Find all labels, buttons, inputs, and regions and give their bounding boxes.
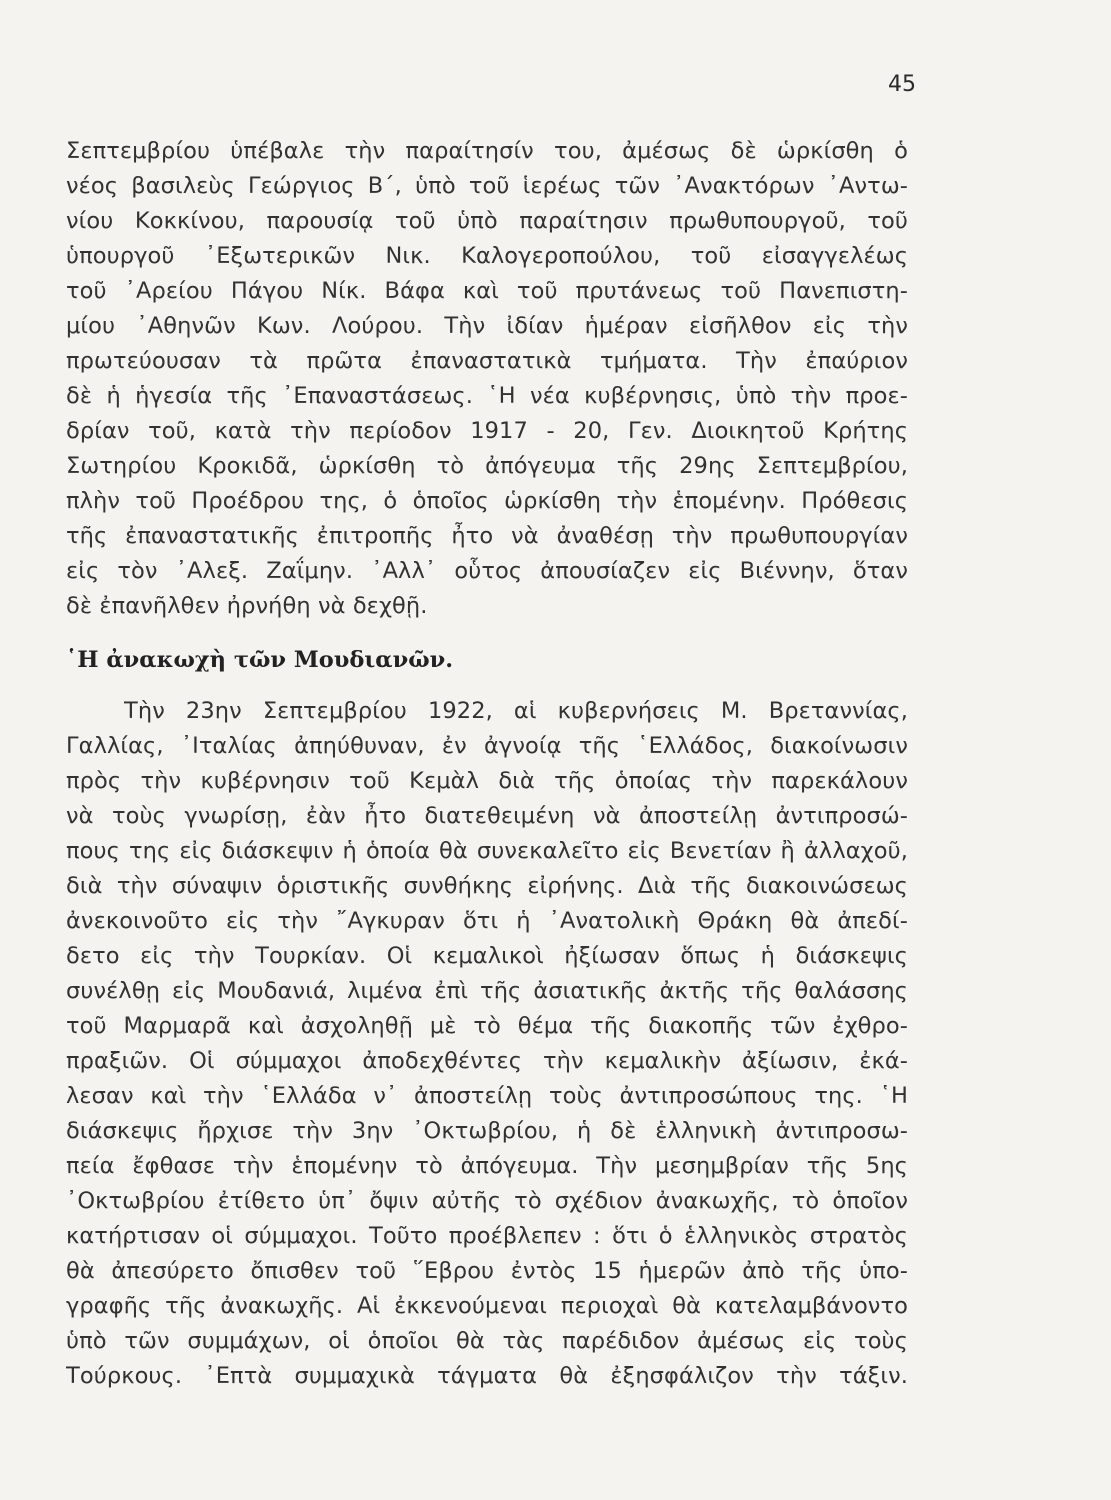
text-line: τοῦ ᾿Αρείου Πάγου Νίκ. Βάφα καὶ τοῦ πρυτάνεως τοῦ Πανεπιστη- (66, 278, 908, 304)
text-line: πρὸς τὴν κυβέρνησιν τοῦ Κεμὰλ διὰ τῆς ὁποίας τὴν παρεκάλουν (66, 768, 908, 794)
text-line: πεία ἔφθασε τὴν ἑπομένην τὸ ἀπόγευμα. Τὴν μεσημβρίαν τῆς 5ης (66, 1153, 908, 1179)
text-line: λεσαν καὶ τὴν ῾Ελλάδα ν᾿ ἀποστείλῃ τοὺς ἀντιπροσώπους της. ῾Η (66, 1083, 908, 1109)
text-line: Τὴν 23ην Σεπτεμβρίου 1922, αἱ κυβερνήσεις Μ. Βρεταννίας, (124, 698, 908, 724)
text-line: τοῦ Μαρμαρᾶ καὶ ἀσχοληθῇ μὲ τὸ θέμα τῆς διακοπῆς τῶν ἐχθρο- (66, 1013, 908, 1039)
text-line: Σεπτεμβρίου ὑπέβαλε τὴν παραίτησίν του, ἀμέσως δὲ ὡρκίσθη ὁ (66, 138, 908, 164)
text-line: πλὴν τοῦ Προέδρου της, ὁ ὁποῖος ὡρκίσθη τὴν ἑπομένην. Πρόθεσις (66, 488, 908, 514)
text-line: πους της εἰς διάσκεψιν ἡ ὁποία θὰ συνεκαλεῖτο εἰς Βενετίαν ἢ ἀλλαχοῦ, (66, 838, 908, 864)
text-line: δὲ ἐπανῆλθεν ἠρνήθη νὰ δεχθῇ. (66, 593, 428, 619)
text-line: νὰ τοὺς γνωρίσῃ, ἐὰν ἦτο διατεθειμένη νὰ ἀποστείλῃ ἀντιπροσώ- (66, 803, 908, 829)
text-line: διάσκεψις ἤρχισε τὴν 3ην ᾿Οκτωβρίου, ἡ δὲ ἑλληνικὴ ἀντιπροσω- (66, 1118, 908, 1144)
text-line: δὲ ἡ ἡγεσία τῆς ᾿Επαναστάσεως. ῾Η νέα κυβέρνησις, ὑπὸ τὴν προε- (66, 383, 908, 409)
text-line: Γαλλίας, ᾿Ιταλίας ἀπηύθυναν, ἐν ἀγνοίᾳ τῆς ῾Ελλάδος, διακοίνωσιν (66, 733, 908, 759)
text-line: νέος βασιλεὺς Γεώργιος Β΄, ὑπὸ τοῦ ἱερέως τῶν ᾿Ανακτόρων ᾿Αντω- (66, 173, 908, 199)
text-line: Τούρκους. ᾿Επτὰ συμμαχικὰ τάγματα θὰ ἐξησφάλιζον τὴν τάξιν. (66, 1363, 908, 1389)
text-line: εἰς τὸν ᾿Αλεξ. Ζαΐμην. ᾿Αλλ᾿ οὗτος ἀπουσίαζεν εἰς Βιέννην, ὅταν (66, 558, 908, 584)
text-line: ἀνεκοινοῦτο εἰς τὴν ῎Αγκυραν ὅτι ἡ ᾿Ανατολικὴ Θράκη θὰ ἀπεδί- (66, 908, 908, 934)
text-line: τῆς ἐπαναστατικῆς ἐπιτροπῆς ἦτο νὰ ἀναθέσῃ τὴν πρωθυπουργίαν (66, 523, 908, 549)
text-line: μίου ᾿Αθηνῶν Κων. Λούρου. Τὴν ἰδίαν ἡμέραν εἰσῆλθον εἰς τὴν (66, 313, 908, 339)
text-line: ᾿Οκτωβρίου ἐτίθετο ὑπ᾿ ὄψιν αὐτῆς τὸ σχέδιον ἀνακωχῆς, τὸ ὁποῖον (66, 1188, 908, 1214)
text-line: ὑπουργοῦ ᾿Εξωτερικῶν Νικ. Καλογεροπούλου, τοῦ εἰσαγγελέως (66, 243, 908, 269)
text-line: Σωτηρίου Κροκιδᾶ, ὡρκίσθη τὸ ἀπόγευμα τῆς 29ης Σεπτεμβρίου, (66, 453, 908, 479)
text-line: θὰ ἀπεσύρετο ὄπισθεν τοῦ ῞Εβρου ἐντὸς 15 ἡμερῶν ἀπὸ τῆς ὑπο- (66, 1258, 908, 1284)
text-line: νίου Κοκκίνου, παρουσίᾳ τοῦ ὑπὸ παραίτησιν πρωθυπουργοῦ, τοῦ (66, 208, 908, 234)
text-line: πρωτεύουσαν τὰ πρῶτα ἐπαναστατικὰ τμήματα. Τὴν ἐπαύριον (66, 348, 908, 374)
text-line: πραξιῶν. Οἱ σύμμαχοι ἀποδεχθέντες τὴν κεμαλικὴν ἀξίωσιν, ἐκά- (66, 1048, 908, 1074)
text-line: ὑπὸ τῶν συμμάχων, οἱ ὁποῖοι θὰ τὰς παρέδιδον ἀμέσως εἰς τοὺς (66, 1328, 908, 1354)
text-line: δετο εἰς τὴν Τουρκίαν. Οἱ κεμαλικοὶ ἠξίωσαν ὅπως ἡ διάσκεψις (66, 943, 908, 969)
page-number: 45 (888, 72, 916, 97)
text-line: συνέλθῃ εἰς Μουδανιά, λιμένα ἐπὶ τῆς ἀσιατικῆς ἀκτῆς τῆς θαλάσσης (66, 978, 908, 1004)
text-line: διὰ τὴν σύναψιν ὁριστικῆς συνθήκης εἰρήνης. Διὰ τῆς διακοινώσεως (66, 873, 908, 899)
section-heading: ῾Η ἀνακωχὴ τῶν Μουδιανῶν. (66, 647, 454, 673)
text-line: δρίαν τοῦ, κατὰ τὴν περίοδον 1917 - 20, Γεν. Διοικητοῦ Κρήτης (66, 418, 908, 444)
text-line: γραφῆς τῆς ἀνακωχῆς. Αἱ ἐκκενούμεναι περιοχαὶ θὰ κατελαμβάνοντο (66, 1293, 908, 1319)
text-line: κατήρτισαν οἱ σύμμαχοι. Τοῦτο προέβλεπεν : ὅτι ὁ ἑλληνικὸς στρατὸς (66, 1223, 908, 1249)
